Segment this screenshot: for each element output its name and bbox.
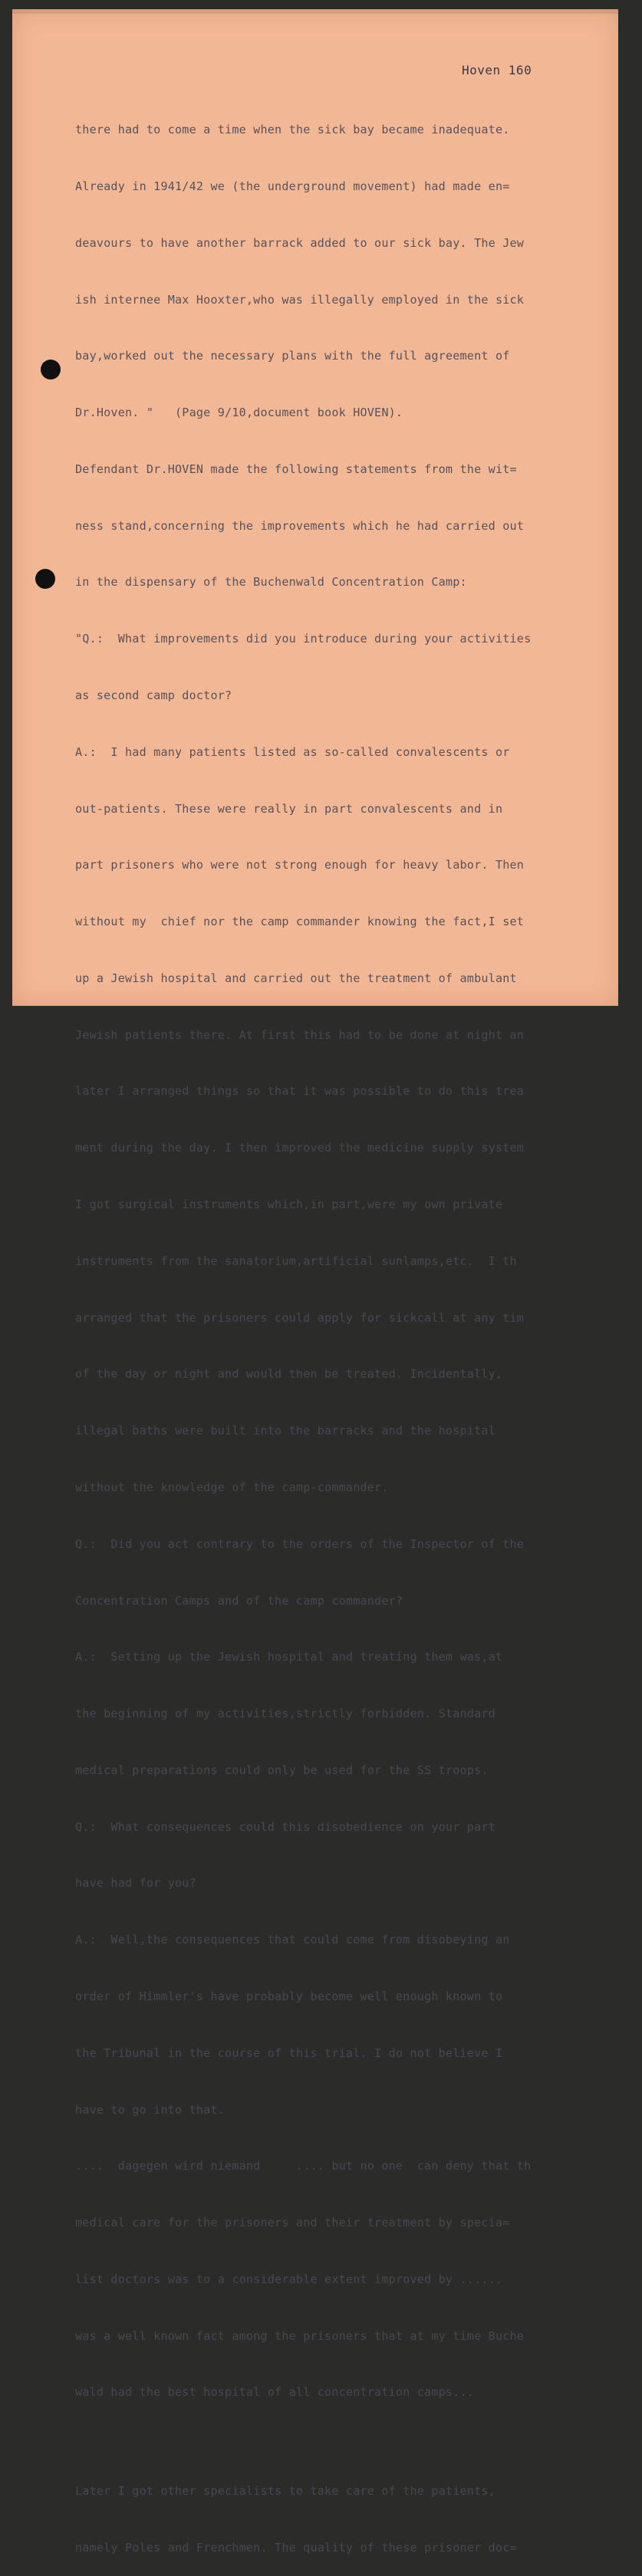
- text-line: out-patients. These were really in part convalescents and in: [75, 801, 503, 816]
- text-line: the beginning of my activities,strictly forbidden. Standard: [75, 1707, 495, 1721]
- text-line: list doctors was to a considerable extent improved by ......: [75, 2272, 503, 2286]
- text-line: Dr.Hoven. " (Page 9/10,document book HOVEN).: [75, 406, 403, 420]
- text-line: illegal baths were built into the barracks and the hospital: [75, 1424, 495, 1438]
- text-line: in the dispensary of the Buchenwald Concentration Camp:: [75, 575, 467, 590]
- text-line: there had to come a time when the sick bay became inadequate.: [75, 123, 510, 137]
- text-line: part prisoners who were not strong enough for heavy labor. Then: [75, 858, 525, 872]
- text-line: Q.: What consequences could this disobedience on your part: [75, 1819, 495, 1834]
- punch-hole: [41, 360, 61, 380]
- text-line: namely Poles and Frenchmen. The quality of these prisoner doc=: [75, 2541, 517, 2555]
- text-line: have to go into that.: [75, 2102, 226, 2117]
- text-line: ment during the day. I then improved the medicine supply system: [75, 1141, 525, 1155]
- text-line: up a Jewish hospital and carried out the treatment of ambulant: [75, 971, 517, 985]
- text-line: Already in 1941/42 we (the underground movement) had made en=: [75, 179, 510, 193]
- text-line: A.: I had many patients listed as so-called convalescents or: [75, 744, 510, 759]
- text-line: Defendant Dr.HOVEN made the following statements from the wit=: [75, 462, 517, 476]
- text-line: wald had the best hospital of all concentration camps...: [75, 2385, 475, 2400]
- document-body: [75, 83, 566, 2576]
- text-line: A.: Well,the consequences that could come from disobeying an: [75, 1933, 510, 1947]
- page-header: Hoven 160: [462, 63, 532, 77]
- text-line: I got surgical instruments which,in part,were my own private: [75, 1198, 503, 1212]
- text-line: of the day or night and would then be treated. Incidentally,: [75, 1367, 503, 1382]
- text-line: "Q.: What improvements did you introduce during your activities: [75, 632, 532, 646]
- page-edge: [12, 9, 618, 14]
- text-line: bay,worked out the necessary plans with the full agreement of: [75, 349, 510, 363]
- text-line: have had for you?: [75, 1876, 196, 1891]
- text-line: .... dagegen wird niemand .... but no one can deny that th: [75, 2159, 532, 2174]
- text-line: instruments from the sanatorium,artificial sunlamps,etc. I th: [75, 1254, 517, 1268]
- punch-hole: [35, 569, 55, 589]
- text-line: arranged that the prisoners could apply for sickcall at any tim: [75, 1310, 525, 1325]
- text-line: medical preparations could only be used for the SS troops.: [75, 1763, 489, 1777]
- text-line: ish internee Max Hooxter,who was illegally employed in the sick: [75, 292, 525, 307]
- text-line: deavours to have another barrack added to our sick bay. The Jew: [75, 235, 525, 250]
- paragraph-gap: [75, 2440, 566, 2444]
- text-line: without my chief nor the camp commander knowing the fact,I set: [75, 915, 525, 929]
- text-line: Concentration Camps and of the camp commander?: [75, 1593, 403, 1608]
- text-line: ness stand,concerning the improvements which he had carried out: [75, 518, 525, 533]
- text-line: as second camp doctor?: [75, 688, 232, 702]
- text-line: without the knowledge of the camp-commander.: [75, 1480, 389, 1494]
- text-line: later I arranged things so that it was possible to do this trea: [75, 1084, 525, 1099]
- text-line: Later I got other specialists to take care of the patients,: [75, 2484, 495, 2499]
- text-line: medical care for the prisoners and their treatment by specia=: [75, 2216, 510, 2230]
- text-line: the Tribunal in the course of this trial. I do not believe I: [75, 2045, 503, 2060]
- text-line: was a well known fact among the prisoners that at my time Buche: [75, 2328, 525, 2343]
- text-line: Q.: Did you act contrary to the orders of the Inspector of the: [75, 1536, 525, 1551]
- text-line: A.: Setting up the Jewish hospital and treating them was,at: [75, 1650, 503, 1664]
- text-line: order of Himmler's have probably become well enough known to: [75, 1989, 503, 2003]
- text-line: Jewish patients there. At first this had to be done at night an: [75, 1027, 525, 1042]
